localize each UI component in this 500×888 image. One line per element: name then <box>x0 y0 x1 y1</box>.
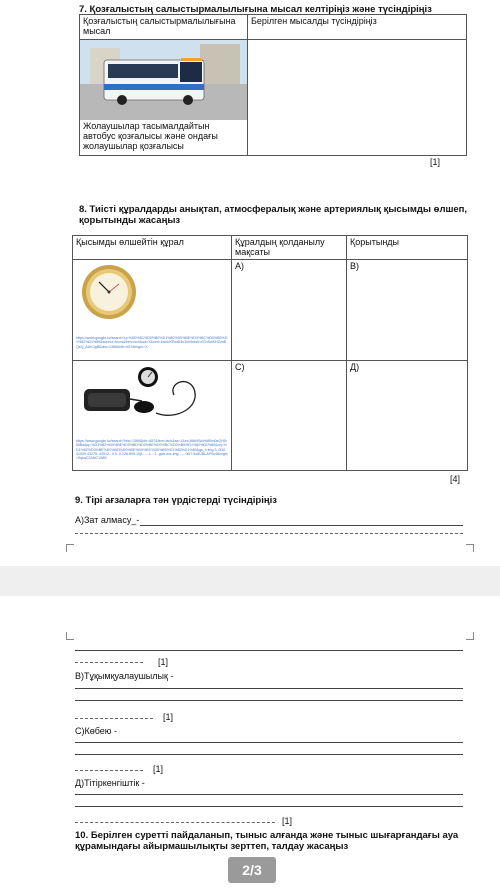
bus-photo <box>80 40 247 120</box>
q9-item-d-answer-line[interactable] <box>75 794 463 795</box>
q8-header-instrument: Қысымды өлшейтін құрал <box>73 236 232 260</box>
question-8-table <box>72 235 468 471</box>
q9-item-d-answer-line-2[interactable] <box>75 806 463 807</box>
q8-row1-conclusion[interactable]: В) <box>347 260 468 361</box>
q9-item-c-label: С)Көбею - <box>75 726 118 736</box>
q7-answer-cell[interactable] <box>248 40 467 156</box>
q8-header-conclusion: Қорытынды <box>347 236 468 260</box>
barometer-source-link[interactable]: https://www.google.kz/search?q=%D0%B1%D0%B0%D1%80%D0%BE%D0%BC%D0%B5%D1%82%D1%80&source=lnms&tbm=isch&sa=X&ved=0ahUKEwiD3u3vh9nbAhXGhSwKHZvbBQsQ_AUICigB&biw=1366&bih=657#imgrc=X <box>76 336 228 349</box>
q8-row2-purpose[interactable]: С) <box>232 361 347 471</box>
q9-item-c-score: [1] <box>153 764 164 774</box>
page-corner-mark <box>66 544 74 552</box>
q9-item-c-answer-line[interactable] <box>75 742 463 743</box>
q9-item-b-answer-line-3[interactable] <box>75 718 153 719</box>
page-corner-mark <box>66 632 74 640</box>
q9-item-b-label: В)Тұқымқуалаушылық - <box>75 671 174 681</box>
q9-item-d-label: Д)Тітіркенгіштік - <box>75 778 145 788</box>
q9-item-a-answer-line-3[interactable] <box>75 650 463 651</box>
worksheet-page-2 <box>0 596 500 888</box>
q9-item-d-answer-line-3[interactable] <box>75 822 275 823</box>
page-gap <box>0 566 500 596</box>
q8-row2-conclusion[interactable]: Д) <box>347 361 468 471</box>
question-9-title: 9. Тірі ағзаларға тән үрдістерді түсіндіріңіз <box>75 495 277 506</box>
tonometer-image <box>76 363 206 427</box>
question-10-title: 10. Берілген суретті пайдаланып, тыныс алғанда және тыныс шығарғандағы ауа құрамындағы айырмашылықты зерттеп, талдау жасаңыз <box>75 830 459 852</box>
page-corner-mark <box>466 544 474 552</box>
question-7-title: 7. Қозғалыстың салыстырмалылығына мысал келтіріңіз және түсіндіріңіз <box>79 4 432 15</box>
page-corner-mark <box>466 632 474 640</box>
question-7-table <box>79 14 467 156</box>
q8-row1-purpose[interactable]: А) <box>232 260 347 361</box>
page-indicator[interactable]: 2/3 <box>228 857 276 883</box>
q8-barometer-cell <box>73 260 232 361</box>
q9-item-a-score: [1] <box>158 657 169 667</box>
q9-item-c-answer-line-3[interactable] <box>75 770 143 771</box>
tonometer-source-link[interactable]: https://www.google.kz/search?biw=1366&bih=657&tbm=isch&sa=1&ei=8Ab9WoHdBIm0sQH5r5iIBw&q=%D1%82%D0%BE%D0%BD%D0%BE%D0%BC%D0%B5%D1%82%D1%80&oq=%D1%82%D0%BE%D0%BD%D0%BE%D0%BC%D0%B5%D1%82%D1%80&gs_l=img.3..0l10.41039.43275..43512...0.0..0.126.895.10j1......1....1..gws-wiz-img.......0i67.5o8UBLAP0u4#imgrc=9qkaC2ANC1WM <box>76 439 228 461</box>
q9-item-a-label: А)Зат алмасу_- <box>75 515 140 525</box>
barometer-image <box>81 262 137 322</box>
q9-item-a-answer-line-2[interactable] <box>75 533 463 534</box>
q7-example-cell <box>80 40 248 156</box>
q9-item-b-answer-line-2[interactable] <box>75 700 463 701</box>
q9-item-d-score: [1] <box>282 816 293 826</box>
q9-item-b-answer-line[interactable] <box>75 688 463 689</box>
q9-item-b-score: [1] <box>163 712 174 722</box>
q8-tonometer-cell <box>73 361 232 471</box>
question-8-title: 8. Тиісті құралдарды анықтап, атмосфералық және артериялық қысымды өлшеп, қорытынды жасаңыз <box>79 204 468 226</box>
q7-header-example: Қозғалыстың салыстырмалылығына мысал <box>80 15 248 40</box>
q8-header-purpose: Құралдың қолданылу мақсаты <box>232 236 347 260</box>
q7-bus-caption: Жолаушылар тасымалдайтын автобус қозғалысы және ондағы жолаушылар қозғалысы <box>83 121 218 151</box>
q9-item-a-answer-line-4[interactable] <box>75 662 143 663</box>
q9-item-c-answer-line-2[interactable] <box>75 754 463 755</box>
q7-score: [1] <box>430 157 441 167</box>
q8-score: [4] <box>450 474 461 484</box>
q9-item-a-answer-line[interactable] <box>140 525 463 526</box>
q7-header-explanation: Берілген мысалды түсіндіріңіз <box>248 15 467 40</box>
